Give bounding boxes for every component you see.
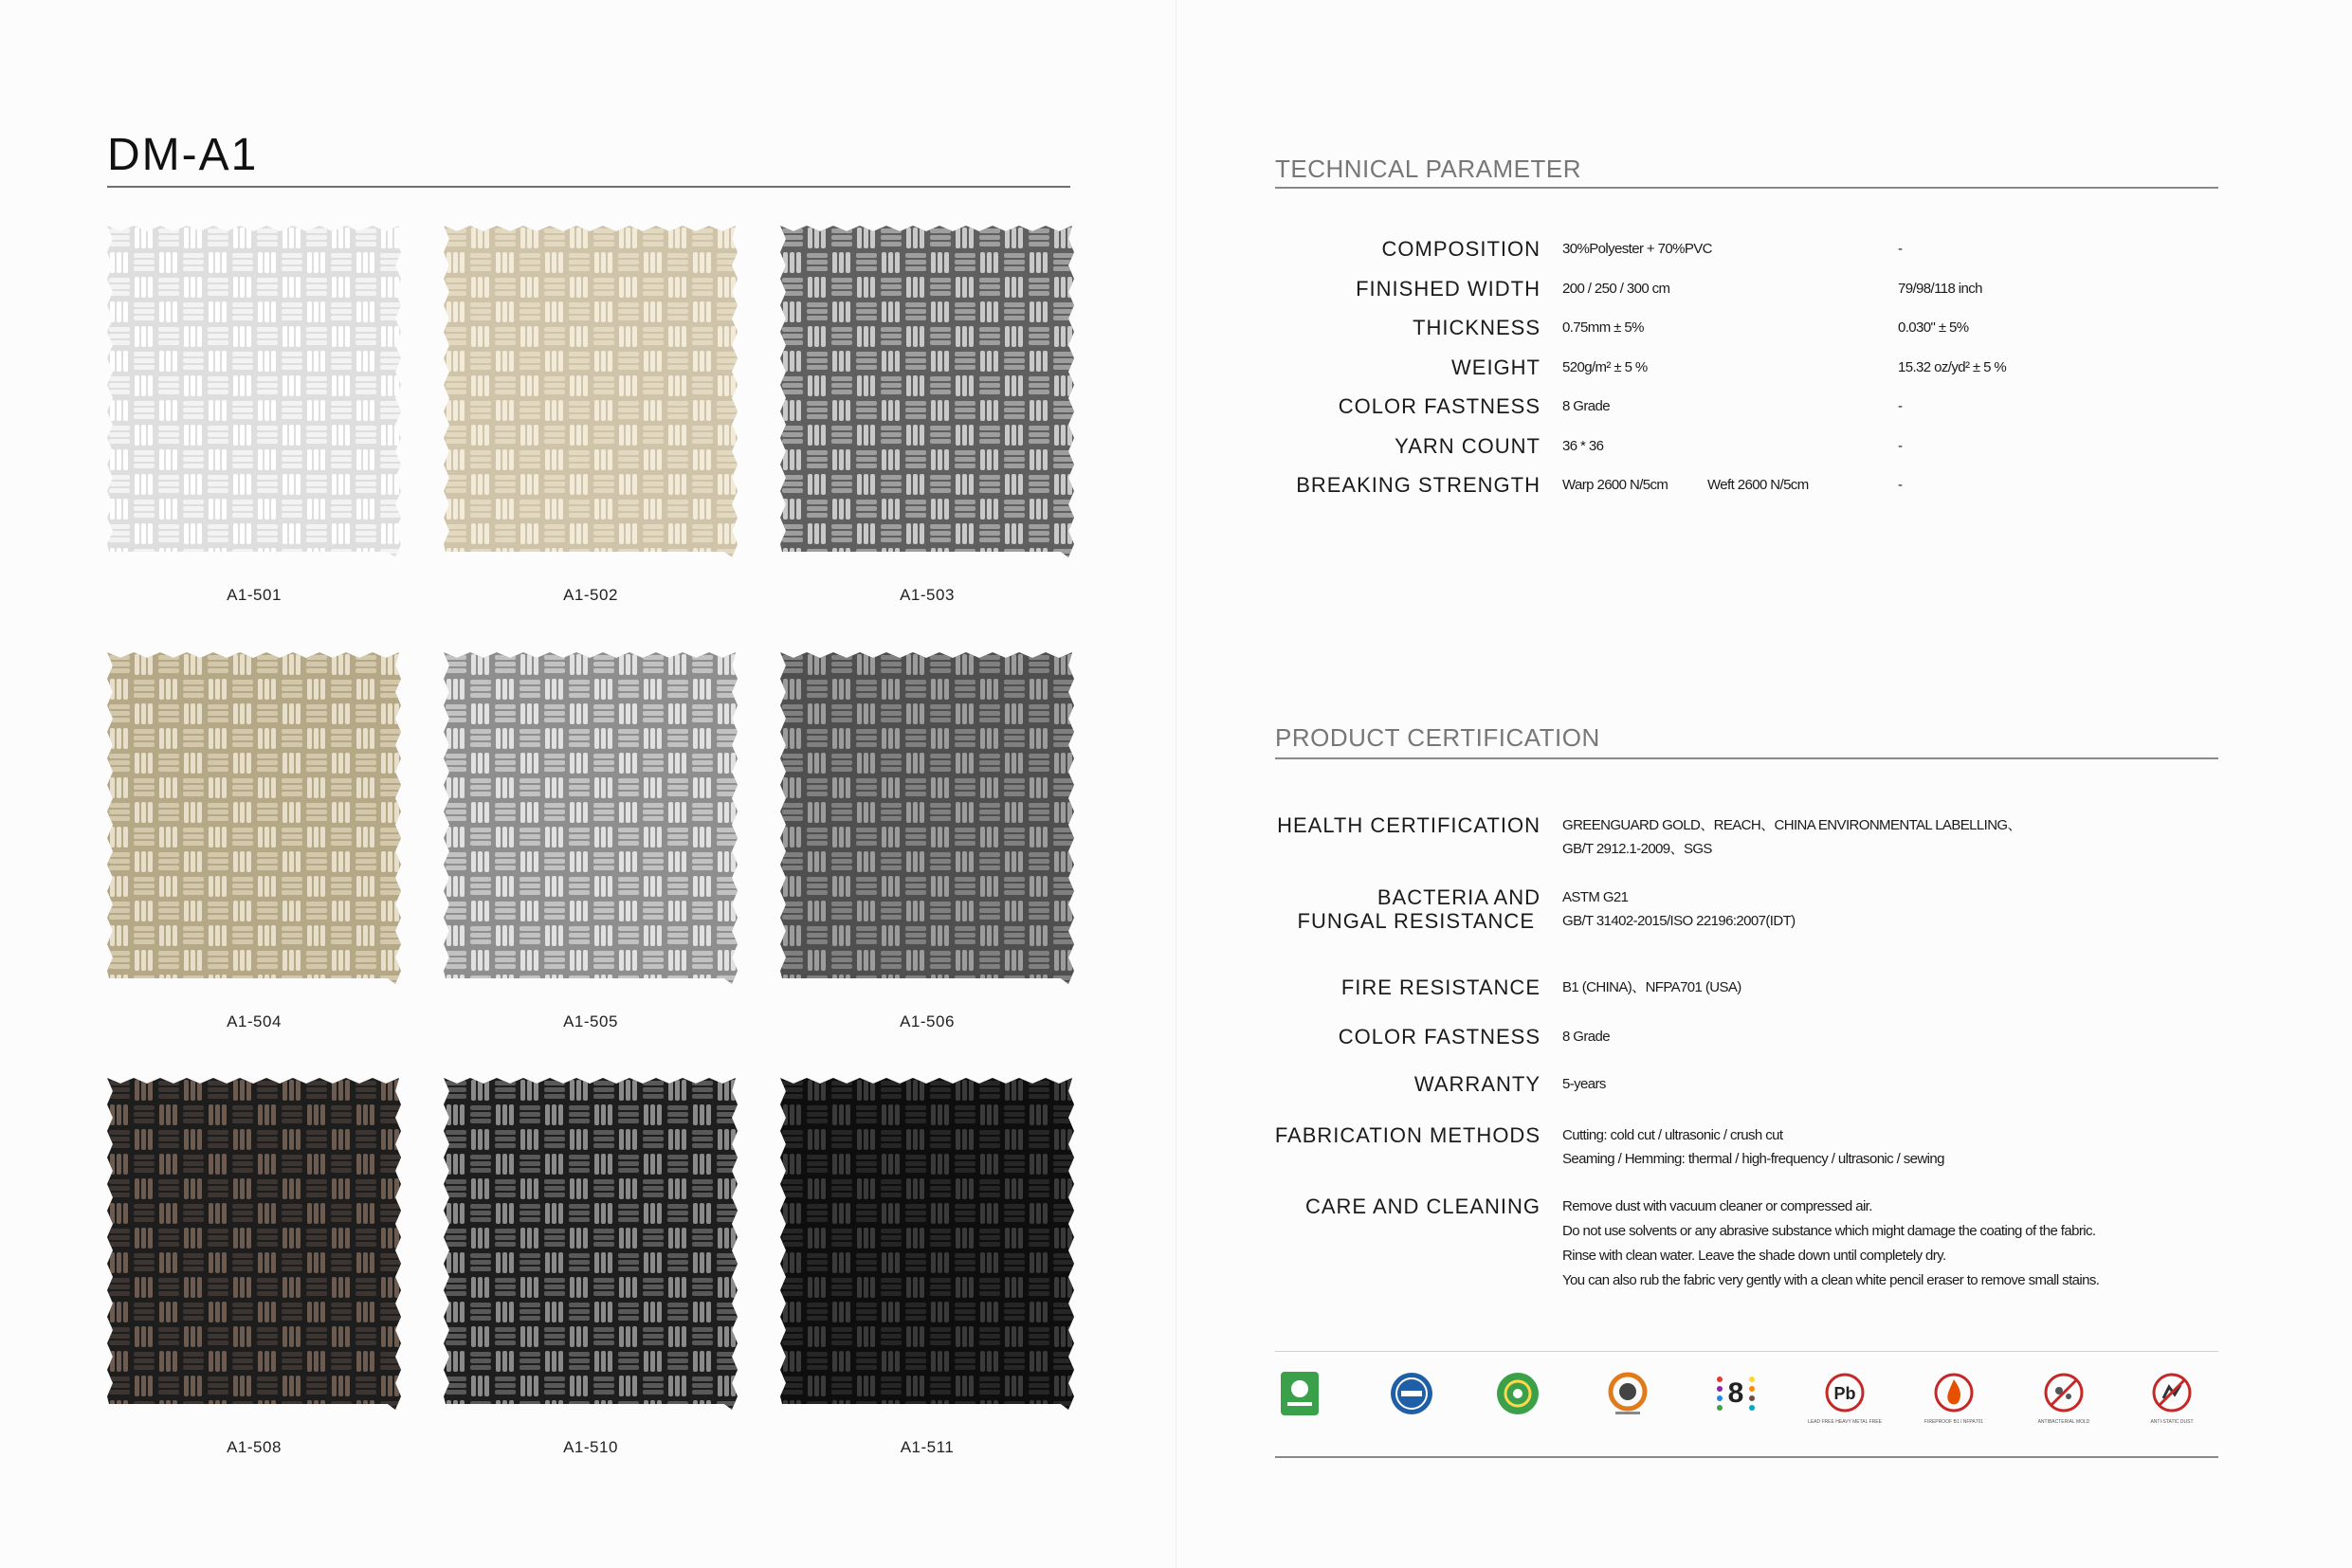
fabric-swatch-image bbox=[444, 1078, 738, 1410]
swatch-code: A1-503 bbox=[900, 586, 955, 604]
bacteria-resistance-line: ASTM G21 bbox=[1562, 889, 1629, 905]
param-imperial-value: 79/98/118 inch bbox=[1898, 280, 1982, 297]
param-label: YARN COUNT bbox=[1395, 433, 1541, 458]
fabric-swatch-image bbox=[780, 226, 1074, 557]
fabric-swatch bbox=[107, 652, 401, 1031]
fabric-swatch-image bbox=[107, 1078, 401, 1410]
fire-resistance-label: FIRE RESISTANCE bbox=[1340, 975, 1541, 999]
param-imperial-value: - bbox=[1898, 398, 1903, 414]
fabric-swatch bbox=[780, 226, 1074, 605]
care-cleaning-line: You can also rub the fabric very gently with a clean white pencil eraser to remove small stains. bbox=[1562, 1272, 2100, 1288]
warranty-label: WARRANTY bbox=[1413, 1072, 1541, 1096]
care-cleaning-line: Do not use solvents or any abrasive substance which might damage the coating of the fabric. bbox=[1562, 1223, 2096, 1239]
title-divider bbox=[107, 186, 1070, 188]
icon-caption: ANTIBACTERIAL MOLD bbox=[2037, 1419, 2090, 1425]
fabric-swatch-image bbox=[444, 652, 738, 984]
fabric-swatch-image bbox=[444, 226, 738, 557]
fabric-swatch bbox=[444, 226, 738, 605]
swatch-code: A1-510 bbox=[563, 1438, 618, 1456]
param-imperial-value: 15.32 oz/yd² ± 5 % bbox=[1898, 358, 2007, 375]
certification-divider bbox=[1275, 757, 2218, 759]
sgs-icon bbox=[1590, 1370, 1666, 1438]
swatch-code: A1-508 bbox=[227, 1438, 282, 1456]
bacteria-label-line2: FUNGAL RESISTANCE bbox=[1297, 909, 1535, 933]
swatch-code: A1-506 bbox=[900, 1012, 955, 1030]
fabric-swatch bbox=[780, 1078, 1074, 1457]
swatch-code: A1-511 bbox=[900, 1438, 955, 1456]
swatch-code: A1-504 bbox=[227, 1012, 282, 1030]
swatch-code: A1-505 bbox=[563, 1012, 618, 1030]
fabric-swatch bbox=[444, 1078, 738, 1457]
health-certification-line: GREENGUARD GOLD、REACH、CHINA ENVIRONMENTAL LABELLING、 bbox=[1562, 817, 2021, 833]
color-fastness-8-icon bbox=[1698, 1370, 1774, 1438]
technical-divider bbox=[1275, 187, 2218, 189]
care-cleaning-label: CARE AND CLEANING bbox=[1304, 1194, 1541, 1218]
param-metric-value: 0.75mm ± 5% bbox=[1562, 319, 1644, 336]
param-label: COMPOSITION bbox=[1381, 237, 1541, 261]
icon-caption: LEAD FREE HEAVY METAL FREE bbox=[1808, 1419, 1882, 1425]
fire-resistance-value: B1 (CHINA)、NFPA701 (USA) bbox=[1562, 979, 1741, 995]
param-label: THICKNESS bbox=[1413, 316, 1541, 339]
param-secondary-value: Weft 2600 N/5cm bbox=[1707, 477, 1809, 493]
lead-free-icon bbox=[1807, 1370, 1883, 1438]
china-environmental-label-icon bbox=[1480, 1370, 1556, 1438]
param-imperial-value: 0.030" ± 5% bbox=[1898, 319, 1969, 336]
param-metric-value: 520g/m² ± 5 % bbox=[1562, 358, 1648, 375]
fabric-swatch bbox=[107, 226, 401, 605]
param-label: WEIGHT bbox=[1451, 355, 1541, 379]
care-cleaning-line: Remove dust with vacuum cleaner or compressed air. bbox=[1562, 1198, 1872, 1214]
param-imperial-value: - bbox=[1898, 241, 1903, 257]
fabric-swatch-image bbox=[107, 652, 401, 984]
fabric-swatch bbox=[444, 652, 738, 1031]
fabric-swatch bbox=[780, 652, 1074, 1031]
health-certification-line: GB/T 2912.1-2009、SGS bbox=[1562, 841, 1712, 857]
param-label: COLOR FASTNESS bbox=[1338, 394, 1541, 418]
icon-caption: FIREPROOF B1 / NFPA701 bbox=[1924, 1419, 1984, 1425]
fabric-swatch-image bbox=[780, 652, 1074, 984]
reach-icon bbox=[1374, 1370, 1449, 1438]
care-cleaning-line: Rinse with clean water. Leave the shade down until completely dry. bbox=[1562, 1248, 1946, 1264]
fabric-swatch-image bbox=[780, 1078, 1074, 1410]
warranty-value: 5-years bbox=[1562, 1076, 1606, 1092]
fire-retardant-icon bbox=[1916, 1370, 1992, 1438]
fabrication-line: Seaming / Hemming: thermal / high-frequency / ultrasonic / sewing bbox=[1562, 1151, 1944, 1167]
bacteria-resistance-line: GB/T 31402-2015/ISO 22196:2007(IDT) bbox=[1562, 913, 1796, 929]
cert-color-fastness-label: COLOR FASTNESS bbox=[1338, 1025, 1541, 1048]
icons-top-divider bbox=[1275, 1351, 2218, 1352]
bacteria-label-line1: BACTERIA AND bbox=[1377, 885, 1541, 909]
param-imperial-value: - bbox=[1898, 477, 1903, 493]
product-certification-heading: PRODUCT CERTIFICATION bbox=[1275, 723, 1600, 752]
param-label: BREAKING STRENGTH bbox=[1296, 473, 1541, 497]
cert-color-fastness-value: 8 Grade bbox=[1562, 1029, 1610, 1045]
fabric-swatch bbox=[107, 1078, 401, 1457]
swatch-code: A1-501 bbox=[227, 586, 282, 604]
param-metric-value: 200 / 250 / 300 cm bbox=[1562, 280, 1670, 297]
health-certification-label: HEALTH CERTIFICATION bbox=[1277, 813, 1541, 837]
fabrication-line: Cutting: cold cut / ultrasonic / crush cut bbox=[1562, 1127, 1783, 1143]
model-title: DM-A1 bbox=[107, 130, 259, 180]
swatch-code: A1-502 bbox=[563, 586, 618, 604]
param-metric-value: 8 Grade bbox=[1562, 398, 1610, 414]
param-metric-value: 36 * 36 bbox=[1562, 437, 1604, 454]
anti-static-icon bbox=[2134, 1370, 2210, 1438]
icon-caption: ANTI-STATIC DUST bbox=[2150, 1419, 2194, 1425]
param-metric-value: Warp 2600 N/5cm bbox=[1562, 477, 1668, 493]
greenguard-icon bbox=[1262, 1370, 1338, 1438]
certification-icons-row bbox=[1275, 1370, 2218, 1438]
fabrication-methods-label: FABRICATION METHODS bbox=[1274, 1123, 1541, 1147]
technical-parameter-heading: TECHNICAL PARAMETER bbox=[1275, 155, 1581, 183]
antibacterial-icon bbox=[2026, 1370, 2102, 1438]
param-label: FINISHED WIDTH bbox=[1356, 276, 1541, 301]
icons-bottom-divider bbox=[1275, 1456, 2218, 1458]
fabric-swatch-image bbox=[107, 226, 401, 557]
param-metric-value: 30%Polyester + 70%PVC bbox=[1562, 241, 1712, 257]
param-imperial-value: - bbox=[1898, 437, 1903, 454]
